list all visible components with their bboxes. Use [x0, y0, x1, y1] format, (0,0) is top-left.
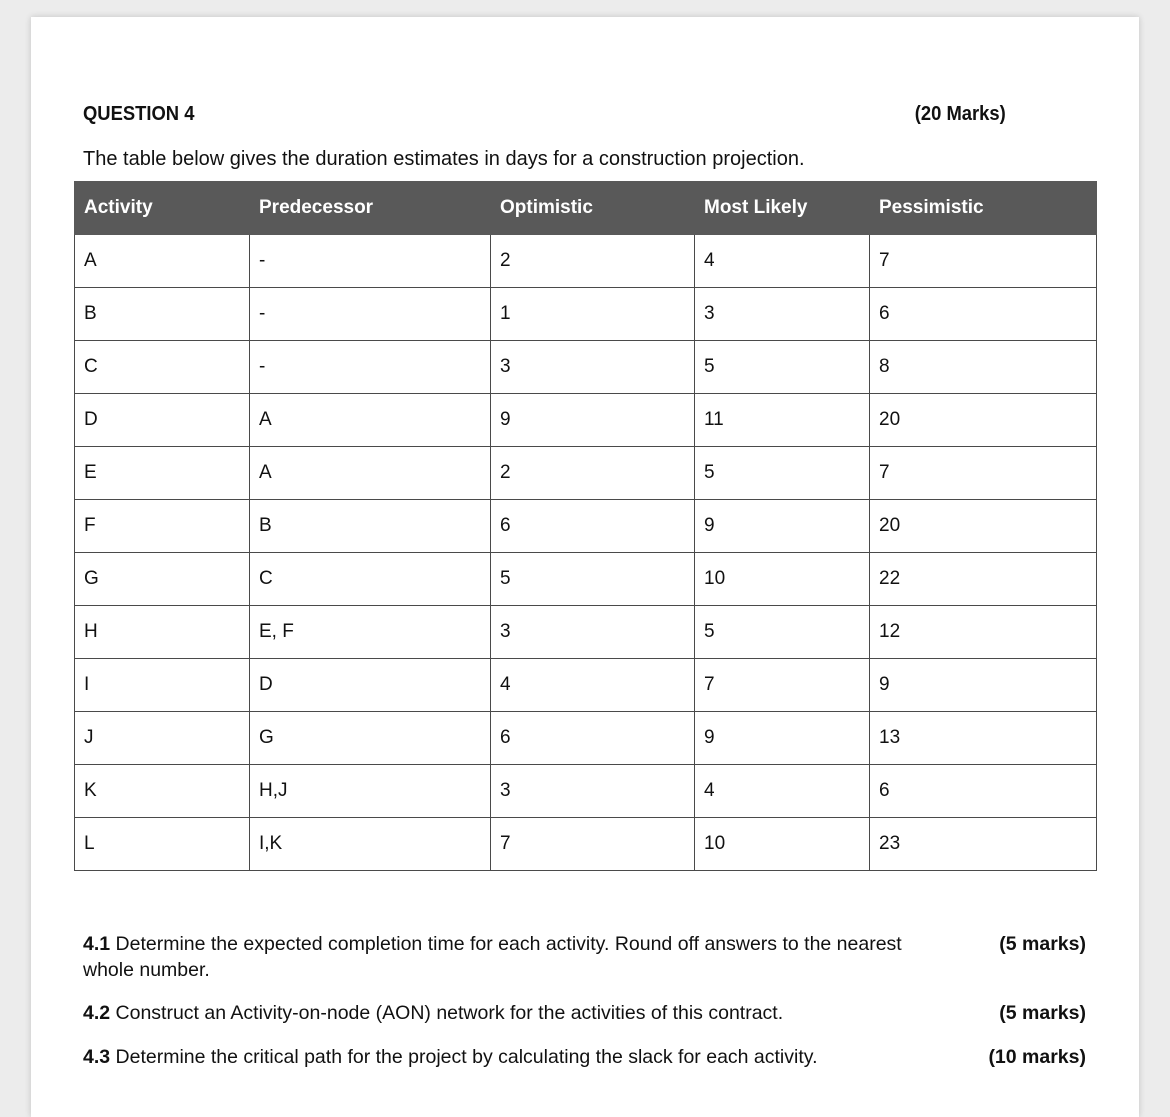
- pessimistic-cell: 20: [870, 500, 1097, 553]
- question-marks: (20 Marks): [914, 103, 1006, 125]
- optimistic-cell: 3: [491, 765, 695, 818]
- optimistic-cell: 2: [491, 447, 695, 500]
- subquestion-4-3: [83, 1044, 1086, 1070]
- duration-estimates-table: [74, 181, 1097, 871]
- optimistic-cell: 6: [491, 712, 695, 765]
- question-intro: The table below gives the duration estimates in days for a construction projection.: [83, 148, 805, 170]
- subquestion-number: 4.3: [83, 1046, 111, 1068]
- most-likely-cell: 7: [695, 659, 870, 712]
- table-row: [75, 553, 1097, 606]
- table-row: [75, 394, 1097, 447]
- table-body: [75, 235, 1097, 871]
- optimistic-cell: 9: [491, 394, 695, 447]
- activity-cell: G: [75, 553, 250, 606]
- most-likely-cell: 5: [695, 447, 870, 500]
- activity-cell: J: [75, 712, 250, 765]
- table-row: [75, 765, 1097, 818]
- question-header: [83, 103, 1006, 126]
- table-row: [75, 659, 1097, 712]
- activity-cell: C: [75, 341, 250, 394]
- predecessor-cell: C: [250, 553, 491, 606]
- table-row: [75, 447, 1097, 500]
- subquestion-marks: (5 marks): [999, 933, 1086, 955]
- most-likely-cell: 9: [695, 712, 870, 765]
- pessimistic-cell: 9: [870, 659, 1097, 712]
- subquestion-text: Construct an Activity-on-node (AON) network for the activities of this contract.: [110, 1002, 784, 1024]
- most-likely-cell: 10: [695, 553, 870, 606]
- optimistic-cell: 7: [491, 818, 695, 871]
- activity-cell: K: [75, 765, 250, 818]
- subquestion-text: Determine the expected completion time for each activity. Round off answers to the nearest whole number.: [83, 933, 902, 981]
- predecessor-cell: I,K: [250, 818, 491, 871]
- pessimistic-cell: 6: [870, 765, 1097, 818]
- predecessor-cell: A: [250, 394, 491, 447]
- document-page: [31, 17, 1139, 1117]
- subquestion-4-1: [83, 931, 1086, 983]
- most-likely-cell: 9: [695, 500, 870, 553]
- optimistic-cell: 3: [491, 341, 695, 394]
- question-title: QUESTION 4: [83, 103, 195, 125]
- predecessor-cell: H,J: [250, 765, 491, 818]
- pessimistic-cell: 8: [870, 341, 1097, 394]
- table-row: [75, 500, 1097, 553]
- predecessor-cell: -: [250, 341, 491, 394]
- subquestion-number: 4.1: [83, 933, 111, 955]
- most-likely-cell: 5: [695, 606, 870, 659]
- subquestion-4-2: [83, 1000, 1086, 1026]
- most-likely-cell: 3: [695, 288, 870, 341]
- predecessor-cell: -: [250, 235, 491, 288]
- pessimistic-cell: 12: [870, 606, 1097, 659]
- table-header-row: [75, 182, 1097, 235]
- column-header: Optimistic: [491, 182, 695, 235]
- column-header: Predecessor: [250, 182, 491, 235]
- predecessor-cell: A: [250, 447, 491, 500]
- activity-cell: B: [75, 288, 250, 341]
- column-header: Most Likely: [695, 182, 870, 235]
- activity-cell: F: [75, 500, 250, 553]
- table-row: [75, 712, 1097, 765]
- predecessor-cell: G: [250, 712, 491, 765]
- table-row: [75, 818, 1097, 871]
- activity-cell: E: [75, 447, 250, 500]
- column-header: Pessimistic: [870, 182, 1097, 235]
- activity-cell: H: [75, 606, 250, 659]
- optimistic-cell: 6: [491, 500, 695, 553]
- subquestion-text: Determine the critical path for the project by calculating the slack for each activity.: [110, 1046, 818, 1068]
- predecessor-cell: B: [250, 500, 491, 553]
- pessimistic-cell: 22: [870, 553, 1097, 606]
- predecessor-cell: D: [250, 659, 491, 712]
- pessimistic-cell: 6: [870, 288, 1097, 341]
- optimistic-cell: 3: [491, 606, 695, 659]
- pessimistic-cell: 7: [870, 235, 1097, 288]
- subquestion-number: 4.2: [83, 1002, 111, 1024]
- pessimistic-cell: 7: [870, 447, 1097, 500]
- optimistic-cell: 2: [491, 235, 695, 288]
- table-row: [75, 341, 1097, 394]
- subquestion-marks: (5 marks): [999, 1002, 1086, 1024]
- pessimistic-cell: 23: [870, 818, 1097, 871]
- activity-cell: D: [75, 394, 250, 447]
- optimistic-cell: 4: [491, 659, 695, 712]
- activity-cell: I: [75, 659, 250, 712]
- column-header: Activity: [75, 182, 250, 235]
- most-likely-cell: 10: [695, 818, 870, 871]
- activity-cell: L: [75, 818, 250, 871]
- optimistic-cell: 5: [491, 553, 695, 606]
- most-likely-cell: 5: [695, 341, 870, 394]
- subquestion-marks: (10 marks): [988, 1046, 1086, 1068]
- table-row: [75, 288, 1097, 341]
- most-likely-cell: 4: [695, 765, 870, 818]
- activity-cell: A: [75, 235, 250, 288]
- table-row: [75, 606, 1097, 659]
- optimistic-cell: 1: [491, 288, 695, 341]
- pessimistic-cell: 20: [870, 394, 1097, 447]
- pessimistic-cell: 13: [870, 712, 1097, 765]
- most-likely-cell: 4: [695, 235, 870, 288]
- predecessor-cell: -: [250, 288, 491, 341]
- table-row: [75, 235, 1097, 288]
- most-likely-cell: 11: [695, 394, 870, 447]
- predecessor-cell: E, F: [250, 606, 491, 659]
